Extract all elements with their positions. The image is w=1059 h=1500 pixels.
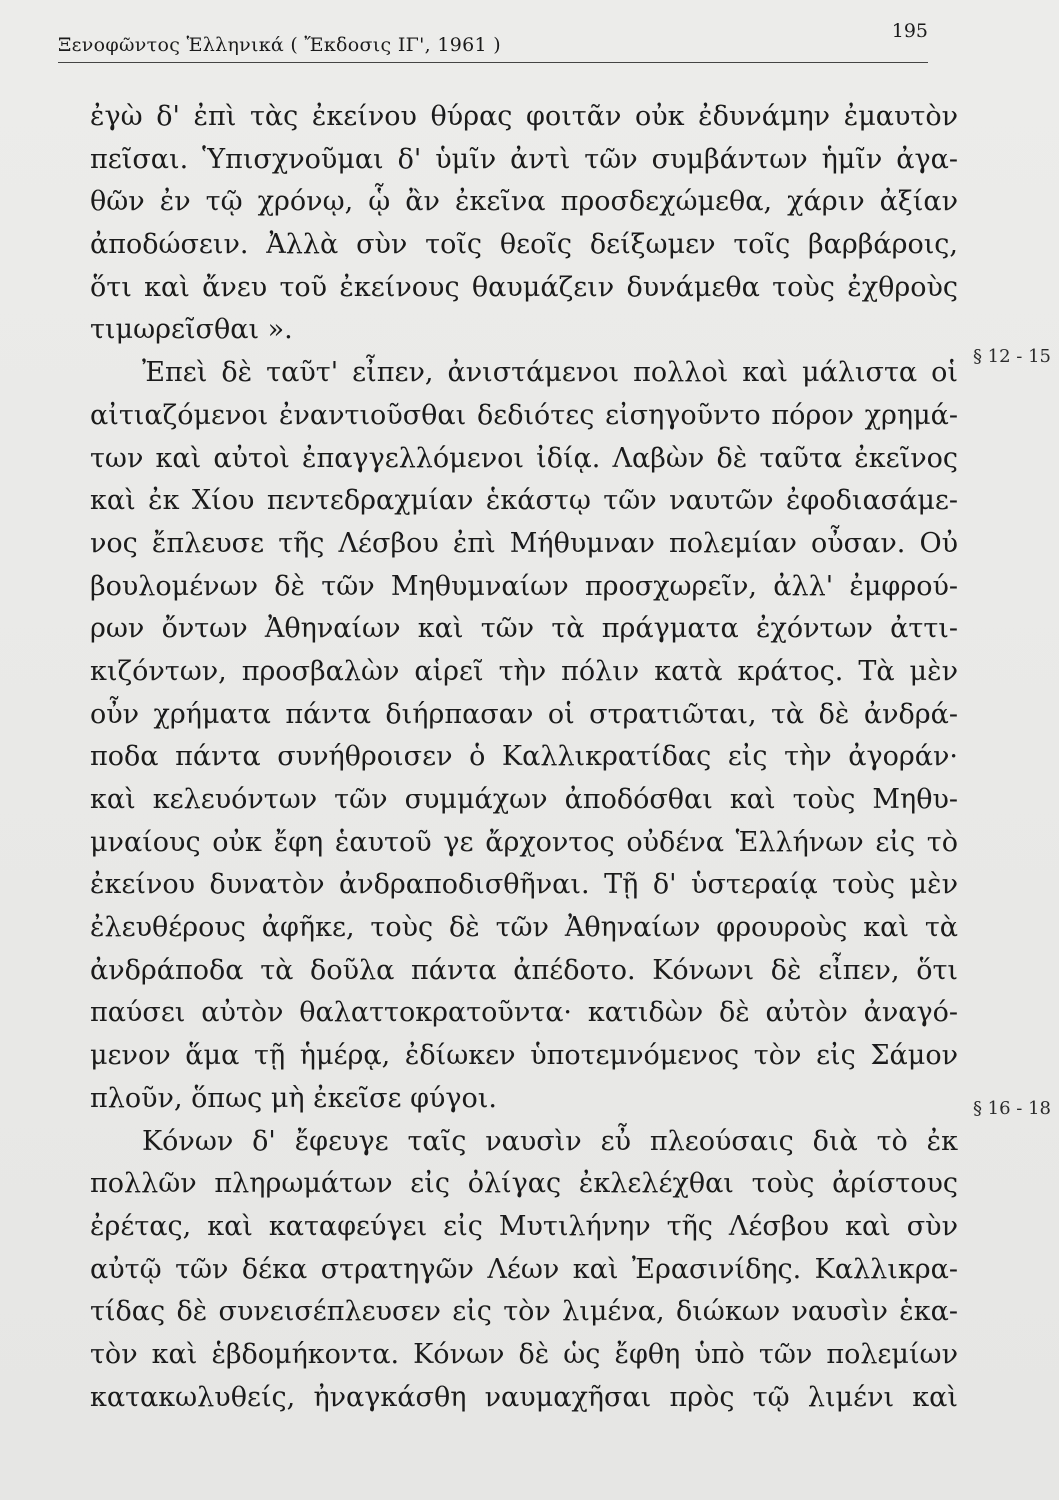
text-line: ἐρέτας, καὶ καταφεύγει εἰς Μυτιλήνην τῆς Λέσβου καὶ σὺν <box>90 1210 958 1242</box>
body-text <box>90 96 958 1419</box>
text-line: βουλομένων δὲ τῶν Μηθυμναίων προσχωρεῖν, ἀλλ' ἐμφρού- <box>90 570 958 602</box>
text-line: αὐτῷ τῶν δέκα στρατηγῶν Λέων καὶ Ἐρασινίδης. Καλλικρα- <box>90 1253 958 1285</box>
text-line: νος ἔπλευσε τῆς Λέσβου ἐπὶ Μήθυμναν πολεμίαν οὖσαν. Οὐ <box>90 527 958 559</box>
margin-section-note: § 12 - 15 <box>972 346 1051 367</box>
text-line: τίδας δὲ συνεισέπλευσεν εἰς τὸν λιμένα, διώκων ναυσὶν ἑκα- <box>90 1296 958 1328</box>
text-line: παύσει αὐτὸν θαλαττοκρατοῦντα· κατιδὼν δὲ αὐτὸν ἀναγό- <box>90 997 958 1029</box>
text-line: ποδα πάντα συνήθροισεν ὁ Καλλικρατίδας εἰς τὴν ἀγοράν· <box>90 741 958 773</box>
text-line: μενον ἅμα τῇ ἡμέρᾳ, ἐδίωκεν ὑποτεμνόμενος τὸν εἰς Σάμον <box>90 1040 958 1072</box>
text-line: ἀποδώσειν. Ἀλλὰ σὺν τοῖς θεοῖς δείξωμεν τοῖς βαρβάροις, <box>90 229 958 261</box>
text-line: κατακωλυθείς, ἠναγκάσθη ναυμαχῆσαι πρὸς τῷ λιμένι καὶ <box>90 1381 958 1413</box>
margin-section-note: § 16 - 18 <box>972 1098 1051 1119</box>
text-line: πεῖσαι. Ὑπισχνοῦμαι δ' ὑμῖν ἀντὶ τῶν συμβάντων ἡμῖν ἀγα- <box>90 143 958 175</box>
text-line: καὶ ἐκ Χίου πεντεδραχμίαν ἑκάστῳ τῶν ναυτῶν ἐφοδιασάμε- <box>90 485 958 517</box>
text-line: πολλῶν πληρωμάτων εἰς ὀλίγας ἐκλελέχθαι τοὺς ἀρίστους <box>90 1168 958 1200</box>
text-line: αἰτιαζόμενοι ἐναντιοῦσθαι δεδιότες εἰσηγοῦντο πόρον χρημά- <box>90 399 958 431</box>
text-line: πλοῦν, ὅπως μὴ ἐκεῖσε φύγοι. <box>90 1082 497 1114</box>
text-line: τὸν καὶ ἑβδομήκοντα. Κόνων δὲ ὡς ἔφθη ὑπὸ τῶν πολεμίων <box>90 1338 958 1370</box>
running-header <box>58 20 928 63</box>
text-line: θῶν ἐν τῷ χρόνῳ, ᾧ ἂν ἐκεῖνα προσδεχώμεθα, χάριν ἀξίαν <box>90 186 958 218</box>
text-line: ἐγὼ δ' ἐπὶ τὰς ἐκείνου θύρας φοιτᾶν οὐκ ἐδυνάμην ἐμαυτὸν <box>90 101 958 132</box>
text-line: καὶ κελευόντων τῶν συμμάχων ἀποδόσθαι καὶ τοὺς Μηθυ- <box>90 784 958 815</box>
text-line: Ἐπεὶ δὲ ταῦτ' εἶπεν, ἀνιστάμενοι πολλοὶ καὶ μάλιστα οἱ <box>142 357 958 389</box>
text-line: οὖν χρήματα πάντα διήρπασαν οἱ στρατιῶται, τὰ δὲ ἀνδρά- <box>90 698 958 730</box>
text-line: μναίους οὐκ ἔφη ἑαυτοῦ γε ἄρχοντος οὐδένα Ἑλλήνων εἰς τὸ <box>90 826 958 858</box>
page-number: 195 <box>891 20 928 42</box>
running-header-title: Ξενοφῶντος Ἑλληνικά ( Ἔκδοσις ΙΓ', 1961 ) <box>58 34 501 56</box>
text-line: ἐκείνου δυνατὸν ἀνδραποδισθῆναι. Τῇ δ' ὑστεραίᾳ τοὺς μὲν <box>90 869 958 901</box>
text-line: των καὶ αὐτοὶ ἐπαγγελλόμενοι ἰδίᾳ. Λαβὼν δὲ ταῦτα ἐκεῖνος <box>90 442 958 474</box>
text-line: ρων ὄντων Ἀθηναίων καὶ τῶν τὰ πράγματα ἐχόντων ἀττι- <box>90 613 958 645</box>
text-line: ὅτι καὶ ἄνευ τοῦ ἐκείνους θαυμάζειν δυνάμεθα τοὺς ἐχθροὺς <box>90 271 958 303</box>
text-line: ἀνδράποδα τὰ δοῦλα πάντα ἀπέδοτο. Κόνωνι δὲ εἶπεν, ὅτι <box>90 954 958 986</box>
text-line: Κόνων δ' ἔφευγε ταῖς ναυσὶν εὖ πλεούσαις διὰ τὸ ἐκ <box>142 1125 958 1157</box>
text-line: ἐλευθέρους ἀφῆκε, τοὺς δὲ τῶν Ἀθηναίων φρουροὺς καὶ τὰ <box>90 912 958 944</box>
text-line: κιζόντων, προσβαλὼν αἱρεῖ τὴν πόλιν κατὰ κράτος. Τὰ μὲν <box>90 655 958 687</box>
text-line: τιμωρεῖσθαι ». <box>90 314 293 346</box>
